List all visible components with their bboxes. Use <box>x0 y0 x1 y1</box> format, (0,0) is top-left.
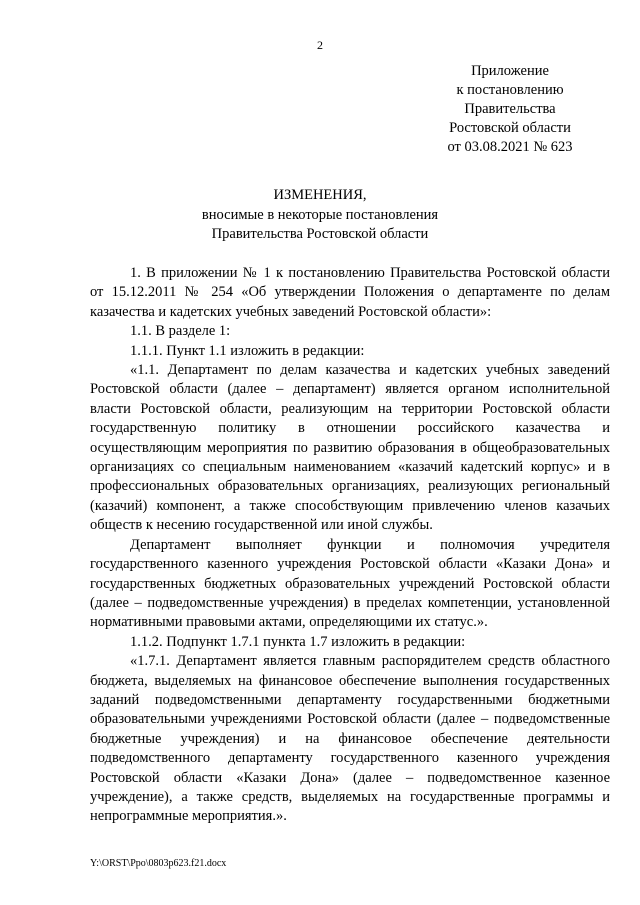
document-body <box>90 264 610 827</box>
heading-subtitle: вносимые в некоторые постановления <box>201 206 439 223</box>
appendix-line: Правительства <box>464 101 556 117</box>
paragraph: 1. В приложении № 1 к постановлению Правительства Ростовской области от 15.12.2011 № 254 «Об утверждении Положения о департаменте по делам казачества и кадетских учебных заведений Ростовской области»: <box>90 265 610 320</box>
paragraph: 1.1.1. Пункт 1.1 изложить в редакции: <box>130 342 365 359</box>
paragraph: «1.1. Департамент по делам казачества и кадетских учебных заведений Ростовской области (далее – департамент) является органом исполнительной власти Ростовской области, реализующим на территории Ростовской области государственную политику в отношении российского казачества и осуществляющим мероприятия по развитию образования в общеобразовательных организациях со специальным наименованием «казачий кадетский корпус» и в профессиональных образовательных организациях, реализующих региональный (казачий) компонент, а также способствующим привлечению членов казачьих обществ к несению государственной или иной службы. <box>90 362 610 534</box>
page-number: 2 <box>317 38 323 52</box>
appendix-block <box>430 62 590 157</box>
paragraph: «1.7.1. Департамент является главным распорядителем средств областного бюджета, выделяемых на финансовое обеспечение выполнения государственных заданий подведомственными департаменту государственными бюджетными образовательными учреждениями Ростовской области (далее – подведомственные бюджетные учреждения) и на финансовое обеспечение деятельности подведомственного департаменту государственного казенного учреждения Ростовской области «Казаки Дона» (далее – подведомственное казенное учреждение), а также средств, выделяемых на государственные программы и непрограммные мероприятия.». <box>90 653 610 825</box>
appendix-line: Приложение <box>471 63 549 79</box>
paragraph: Департамент выполняет функции и полномочия учредителя государственного казенного учреждения Ростовской области «Казаки Дона» и государственных бюджетных образовательных учреждений Ростовской области (далее – подведомственные учреждения) в пределах компетенции, установленной нормативными правовыми актами, определяющими их статус.». <box>90 536 610 631</box>
appendix-line: Ростовской области <box>449 120 571 136</box>
appendix-line: к постановлению <box>456 82 564 98</box>
appendix-line: от 03.08.2021 № 623 <box>447 139 573 155</box>
heading-subtitle: Правительства Ростовской области <box>211 226 429 242</box>
paragraph: 1.1. В разделе 1: <box>130 323 231 340</box>
paragraph: 1.1.2. Подпункт 1.7.1 пункта 1.7 изложить в редакции: <box>130 633 466 650</box>
document-heading <box>0 186 640 245</box>
heading-title: ИЗМЕНЕНИЯ, <box>273 187 367 203</box>
file-path-footer: Y:\ORST\Ppo\0803p623.f21.docx <box>90 858 227 869</box>
